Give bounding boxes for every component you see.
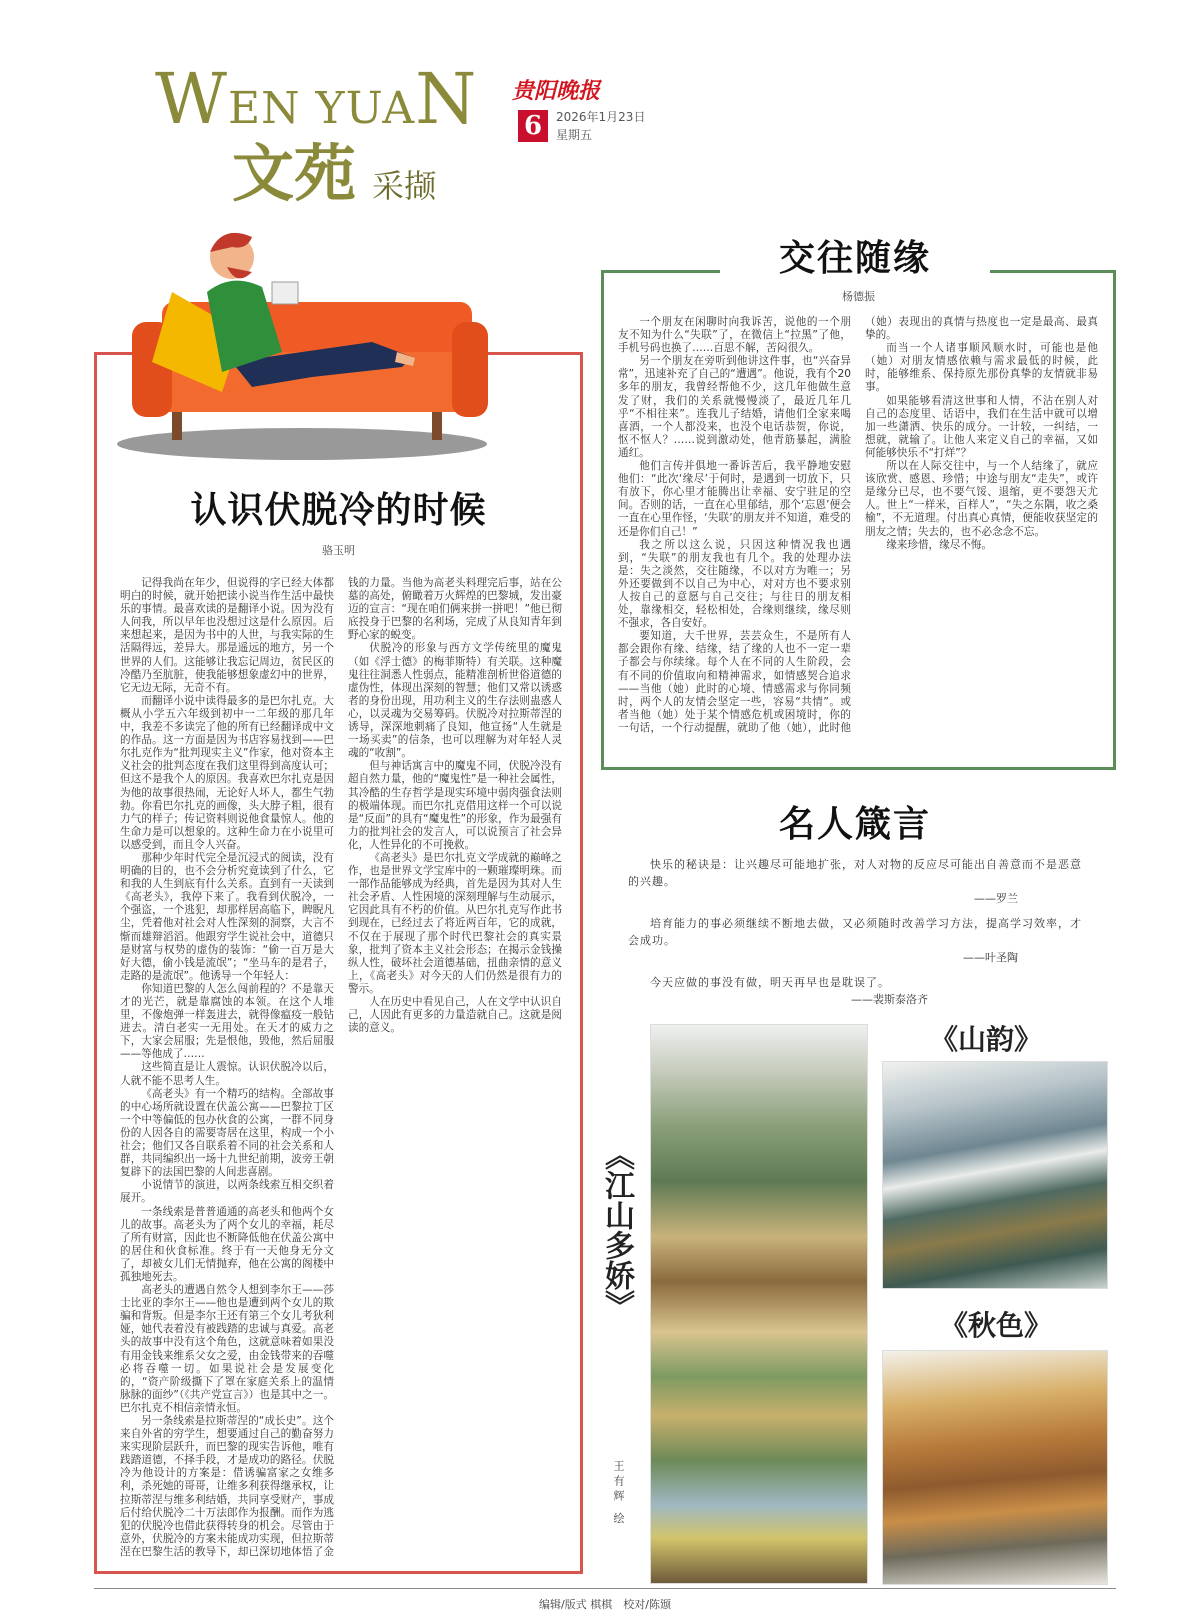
paragraph: 《高老头》有一个精巧的结构。全部故事的中心场所就设置在伏盖公寓——巴黎拉丁区一个中等偏低的包办伙食的公寓，一群不同身份的人因各自的需要寄居在这里，构成一个小社会；他们又各自联系着不同的社会关系和人群，共同编织出一场十九世纪前期，波旁王朝复辟下的法国巴黎的人间悲喜剧。 xyxy=(120,1087,334,1179)
quote xyxy=(628,856,1088,907)
quote-text: 快乐的秘诀是：让兴趣尽可能地扩张，对人对物的反应尽可能出自善意而不是恶意的兴趣。 xyxy=(628,858,1082,888)
paragraph: 这些简直是让人震惊。认识伏脱冷以后，人就不能不思考人生。 xyxy=(120,1061,334,1087)
quote-text: 培育能力的事必须继续不断地去做，又必须随时改善学习方法，提高学习效率，才会成功。 xyxy=(628,917,1082,947)
paragraph: 而翻译小说中读得最多的是巴尔扎克。大概从小学五六年级到初中一二年级的那几年中，我差不多读完了他的所有已经翻译成中文的作品。这一方面是因为书店容易找到——巴尔扎克作为“批判现实主义”作家，他对资本主义社会的批判态度在我们这里得到高度认可；但这不是我个人的原因。我喜欢巴尔扎克是因为他的故事很热闹，无论好人坏人，都生气勃勃。你看巴尔扎克的画像，头大脖子粗，很有力气的样子；传记资料则说他食量惊人。他的生命力是可以想象的。这种生命力在小说里可以感受到，而且令人兴奋。 xyxy=(120,694,334,851)
paragraph: 另一个朋友在旁听到他讲这件事，也“兴奋异常”，迅速补充了自己的“遭遇”。他说，我有个20多年的朋友，我曾经帮他不少，这几年他做生意发了财，我们的关系就慢慢淡了，最近几年几乎“不相往来”。连我儿子结婚，请他们全家来喝喜酒，一个人都没来，也没个电话恭贺，你说，怄不怄人？……说到激动处，他青筋暴起，满脸通红。 xyxy=(618,355,851,459)
section-subtitle: 采撷 xyxy=(372,167,437,205)
paragraph: 那种少年时代完全是沉浸式的阅读，没有明确的目的，也不会分析究竟读到了什么，它和我的人生到底有什么关系。直到有一天读到《高老头》，我停下来了。我看到伏脱冷，一个强盗，一个逃犯，却那样居高临下，睥睨凡尘，凭着他对社会对人性深刻的洞察，大言不惭而雄辩滔滔。他跟穷学生说社会中，道德只是财富与权势的虚伪的装饰：“偷一百万是大好大德，偷小钱是流氓”；“坐马车的是君子，走路的是流氓”。他诱导一个年轻人： xyxy=(120,851,334,982)
painting-title: 《江山多娇》 xyxy=(599,1140,634,1320)
page-number: 6 xyxy=(518,110,548,142)
quote-author: ——叶圣陶 xyxy=(963,951,1018,964)
logo-wen-yuan: WEN YUAN xyxy=(155,58,478,140)
quote-text: 今天应做的事没有做，明天再早也是耽误了。 xyxy=(650,976,890,989)
quotes-title: 名人箴言 xyxy=(778,804,931,845)
paragraph: 我之所以这么说，只因这种情况我也遇到，“失联”的朋友我也有几个。我的处理办法是：失之淡然，交往随缘，不以对方为唯一；另外还要做到不以自己为中心，对对方也不要求别人按自己的意愿与自己交往；与往日的朋友相处，靠缘相交，轻松相处，合缘则继续，缘尽则不强求，各自安好。 xyxy=(618,538,851,630)
painting-title: 《山韵》 xyxy=(930,1023,1043,1056)
painting-title: 《秋色》 xyxy=(940,1309,1053,1342)
painting-shanyun xyxy=(882,1061,1108,1289)
newspaper-name: 贵阳晚报 xyxy=(512,78,601,104)
article-title: 交往随缘 xyxy=(720,230,990,281)
paragraph: 小说情节的演进，以两条线索互相交织着展开。 xyxy=(120,1179,334,1205)
painting-jiangshan-duojiao xyxy=(650,1024,868,1584)
paragraph: 高老头的遭遇自然令人想到李尔王——莎士比亚的李尔王——他也是遭到两个女儿的欺骗和背叛。但是李尔王还有第三个女儿考狄利娅，她代表着没有被践踏的忠诚与真爱。高老头的故事中没有这个角色，这就意味着如果没有用金钱来维系父女之爱，由金钱带来的吞噬必将吞噬一切。如果说社会是发展变化的，“资产阶级撕下了罩在家庭关系上的温情脉脉的面纱”（《共产党宣言》）也是其中之一。巴尔扎克不相信亲情永恒。 xyxy=(120,1284,334,1414)
article-author: 骆玉明 xyxy=(322,544,355,557)
paragraph: 记得我尚在年少，但说得的字已经大体都明白的时候，就开始把读小说当作生活中最快乐的事情。最喜欢读的是翻译小说。因为没有人问我，所以早年也没想过这是什么原因。后来想起来，是因为书中的人世，与我实际的生活隔得远，差异大。那是遥远的地方，另一个世界的人们。这能够让我忘记周边，贫民区的冷酷乃至肮脏，使我能够想象虚幻中的世界，它无边无际，无奇不有。 xyxy=(120,577,334,694)
paragraph: 你知道巴黎的人怎么闯前程的？不是靠天才的光芒，就是靠腐蚀的本领。在这个人堆里，不像炮弹一样轰进去，就得像瘟疫一般钻进去。清白老实一无用处。在天才的威力之下，大家会屈服；先是恨他，毁他，然后屈服——等他成了…… xyxy=(120,982,334,1061)
paragraph: 一条线索是普普通通的高老头和他两个女儿的故事。高老头为了两个女儿的幸福，耗尽了所有财富，因此也不断降低他在伏盖公寓中的居住和伙食标准。终于有一天他身无分文了，却被女儿们无情抛弃，他在公寓的阁楼中孤独地死去。 xyxy=(120,1205,334,1283)
paragraph: 但与神话寓言中的魔鬼不同，伏脱冷没有超自然力量，他的“魔鬼性”是一种社会属性，其冷酷的生存哲学是现实环境中弱肉强食法则的极端体现。而巴尔扎克借用这样一个可以说是“反面”的具有“魔鬼性”的形象，作为最强有力的批判社会的发言人，可以说预言了社会异化，人性异化的不可挽救。 xyxy=(348,760,562,851)
reading-man-on-sofa-illustration xyxy=(112,212,492,464)
section-logo-cn: 文苑 xyxy=(232,137,357,210)
painting-qiuse xyxy=(882,1350,1108,1585)
paragraph: 另一条线索是拉斯蒂涅的“成长史”。这个来自外省的穷学生，想要通过自己的勤奋努力来实现阶层跃升，而巴黎的现实告诉他，唯有践踏道德，不择手段，才是成功的路径。伏脱冷为他设计的方案是：借诱骗富家之女维多利，杀死她的哥哥，让维多利获得继承权，让拉斯蒂涅与维多利结婚，共同享受财产，事成后付给伏脱冷二十万法郎作为报酬。而作为逃犯的伏脱冷也借此获得转身的机会。尽管由于意外，伏脱冷的方案未能成功实现，但拉斯蒂涅在巴黎生活的教导下，却已深切地体悟了金钱的力量。当他为高老头料理完后事，站在公墓的高处，俯瞰着万火辉煌的巴黎城，发出豪迈的宣言：“现在咱们俩来拼一拼吧！”他已彻底投身于巴黎的名利场，完成了从良知青年到野心家的蜕变。 xyxy=(120,577,562,1558)
paragraph: 而当一个人诸事顺风顺水时，可能也是他（她）对朋友情感依赖与需求最低的时候，此时，能够维系、保持原先那份真挚的友情就非易事。 xyxy=(865,342,1098,394)
article-title: 认识伏脱冷的时候 xyxy=(190,490,487,531)
paragraph: 要知道，大千世界，芸芸众生，不是所有人都会跟你有缘、结缘，结了缘的人也不一定一辈子都会与你续缘。每个人在不同的人生阶段，会有不同的价值取向和精神需求，如情感契合追求——当他（她）此时的心境、情感需求与你同频时，两个人的友情会坚定一些，容易“共情”。或者当他（她）处于某个情感危机或困境时，你的一句话，一个行动提醒，就助了他（她），此时他（她）表现出的真情与热度也一定是最高、最真挚的。 xyxy=(618,316,1098,734)
quote xyxy=(628,915,1088,966)
quote-author: ——裴斯泰洛齐 xyxy=(851,993,928,1006)
date-text: 2026年1月23日 xyxy=(556,110,646,124)
paragraph: 如果能够看清这世事和人情，不沾在别人对自己的态度里、话语中，我们在生活中就可以增加一些潇洒、快乐的成分。一计较，一纠结，一想就，就输了。让他人来定义自己的幸福，又如何能够快乐不“打烊”？ xyxy=(865,394,1098,459)
footer-divider xyxy=(94,1588,1116,1589)
paragraph: 伏脱冷的形象与西方文学传统里的魔鬼（如《浮士德》的梅菲斯特）有关联。这种魔鬼往往洞悉人性弱点，能精准剖析世俗道德的虚伪性，体现出深刻的智慧；他们又常以诱惑者的身份出现，用功利主义的生存法则蛊惑人心，以灵魂为交易筹码。伏脱冷对拉斯蒂涅的诱导，深深地刺痛了良知，他宣扬“人生就是一场买卖”的信条，也可以理解为对年轻人灵魂的“收割”。 xyxy=(348,642,562,760)
paragraph: 《高老头》是巴尔扎克文学成就的巅峰之作，也是世界文学宝库中的一颗璀璨明珠。而一部作品能够成为经典，首先是因为其对人生社会矛盾、人性困境的深刻理解与生动展示，它因此具有不朽的价值。从巴尔扎克写作此书到现在，已经过去了将近两百年，它的成就，不仅在于展现了那个时代巴黎社会的真实景象，批判了资本主义社会形态；在揭示金钱操纵人性，破坏社会道德基础，扭曲亲情的意义上，《高老头》对今天的人们仍然是很有力的警示。 xyxy=(348,851,562,995)
paragraph: 人在历史中看见自己，人在文学中认识自己，人因此有更多的力量造就自己。这就是阅读的意义。 xyxy=(348,996,562,1035)
article-body xyxy=(120,577,562,1567)
paragraph: 所以在人际交往中，与一个人结缘了，就应该欣赏、感恩、珍惜；中途与朋友“走失”，或许是缘分已尽，也不要气馁、退缩，更不要怨天尤人。世上“一样米，百样人”，“失之东隅，收之桑榆”，不无道理。付出真心真情，便能收获坚定的朋友之情；失去的，也不必念念不忘。 xyxy=(865,460,1098,538)
paragraph: 一个朋友在闲聊时向我诉苦，说他的一个朋友不知为什么“失联”了，在微信上“拉黑”了他，手机号码也换了……百思不解，苦闷很久。 xyxy=(618,316,851,355)
article-body xyxy=(618,316,1098,746)
article-author: 杨德振 xyxy=(842,290,875,303)
paragraph: 缘来珍惜，缘尽不悔。 xyxy=(886,538,993,551)
weekday-text: 星期五 xyxy=(556,128,593,142)
quote-author: ——罗兰 xyxy=(974,892,1018,905)
paragraph: 他们言传并俱地一番诉苦后，我平静地安慰他们：“此次‘缘尽’于何时，是遇到一切放下，只有放下，你心里才能腾出让幸福、安宁驻足的空间。否则的话，一直在心里郁结，那个‘忘恩’便会一直在心里作怪，‘失联’的朋友并不知道，难受的还是你们自己！” xyxy=(618,460,851,538)
quote xyxy=(628,974,1088,1008)
issue-date xyxy=(556,108,645,144)
footer-credits: 编辑/版式 棋棋 校对/陈颋 xyxy=(539,1598,671,1611)
quotes-list xyxy=(628,856,1088,1016)
painter-credit: 王有辉 绘 xyxy=(612,1460,625,1528)
